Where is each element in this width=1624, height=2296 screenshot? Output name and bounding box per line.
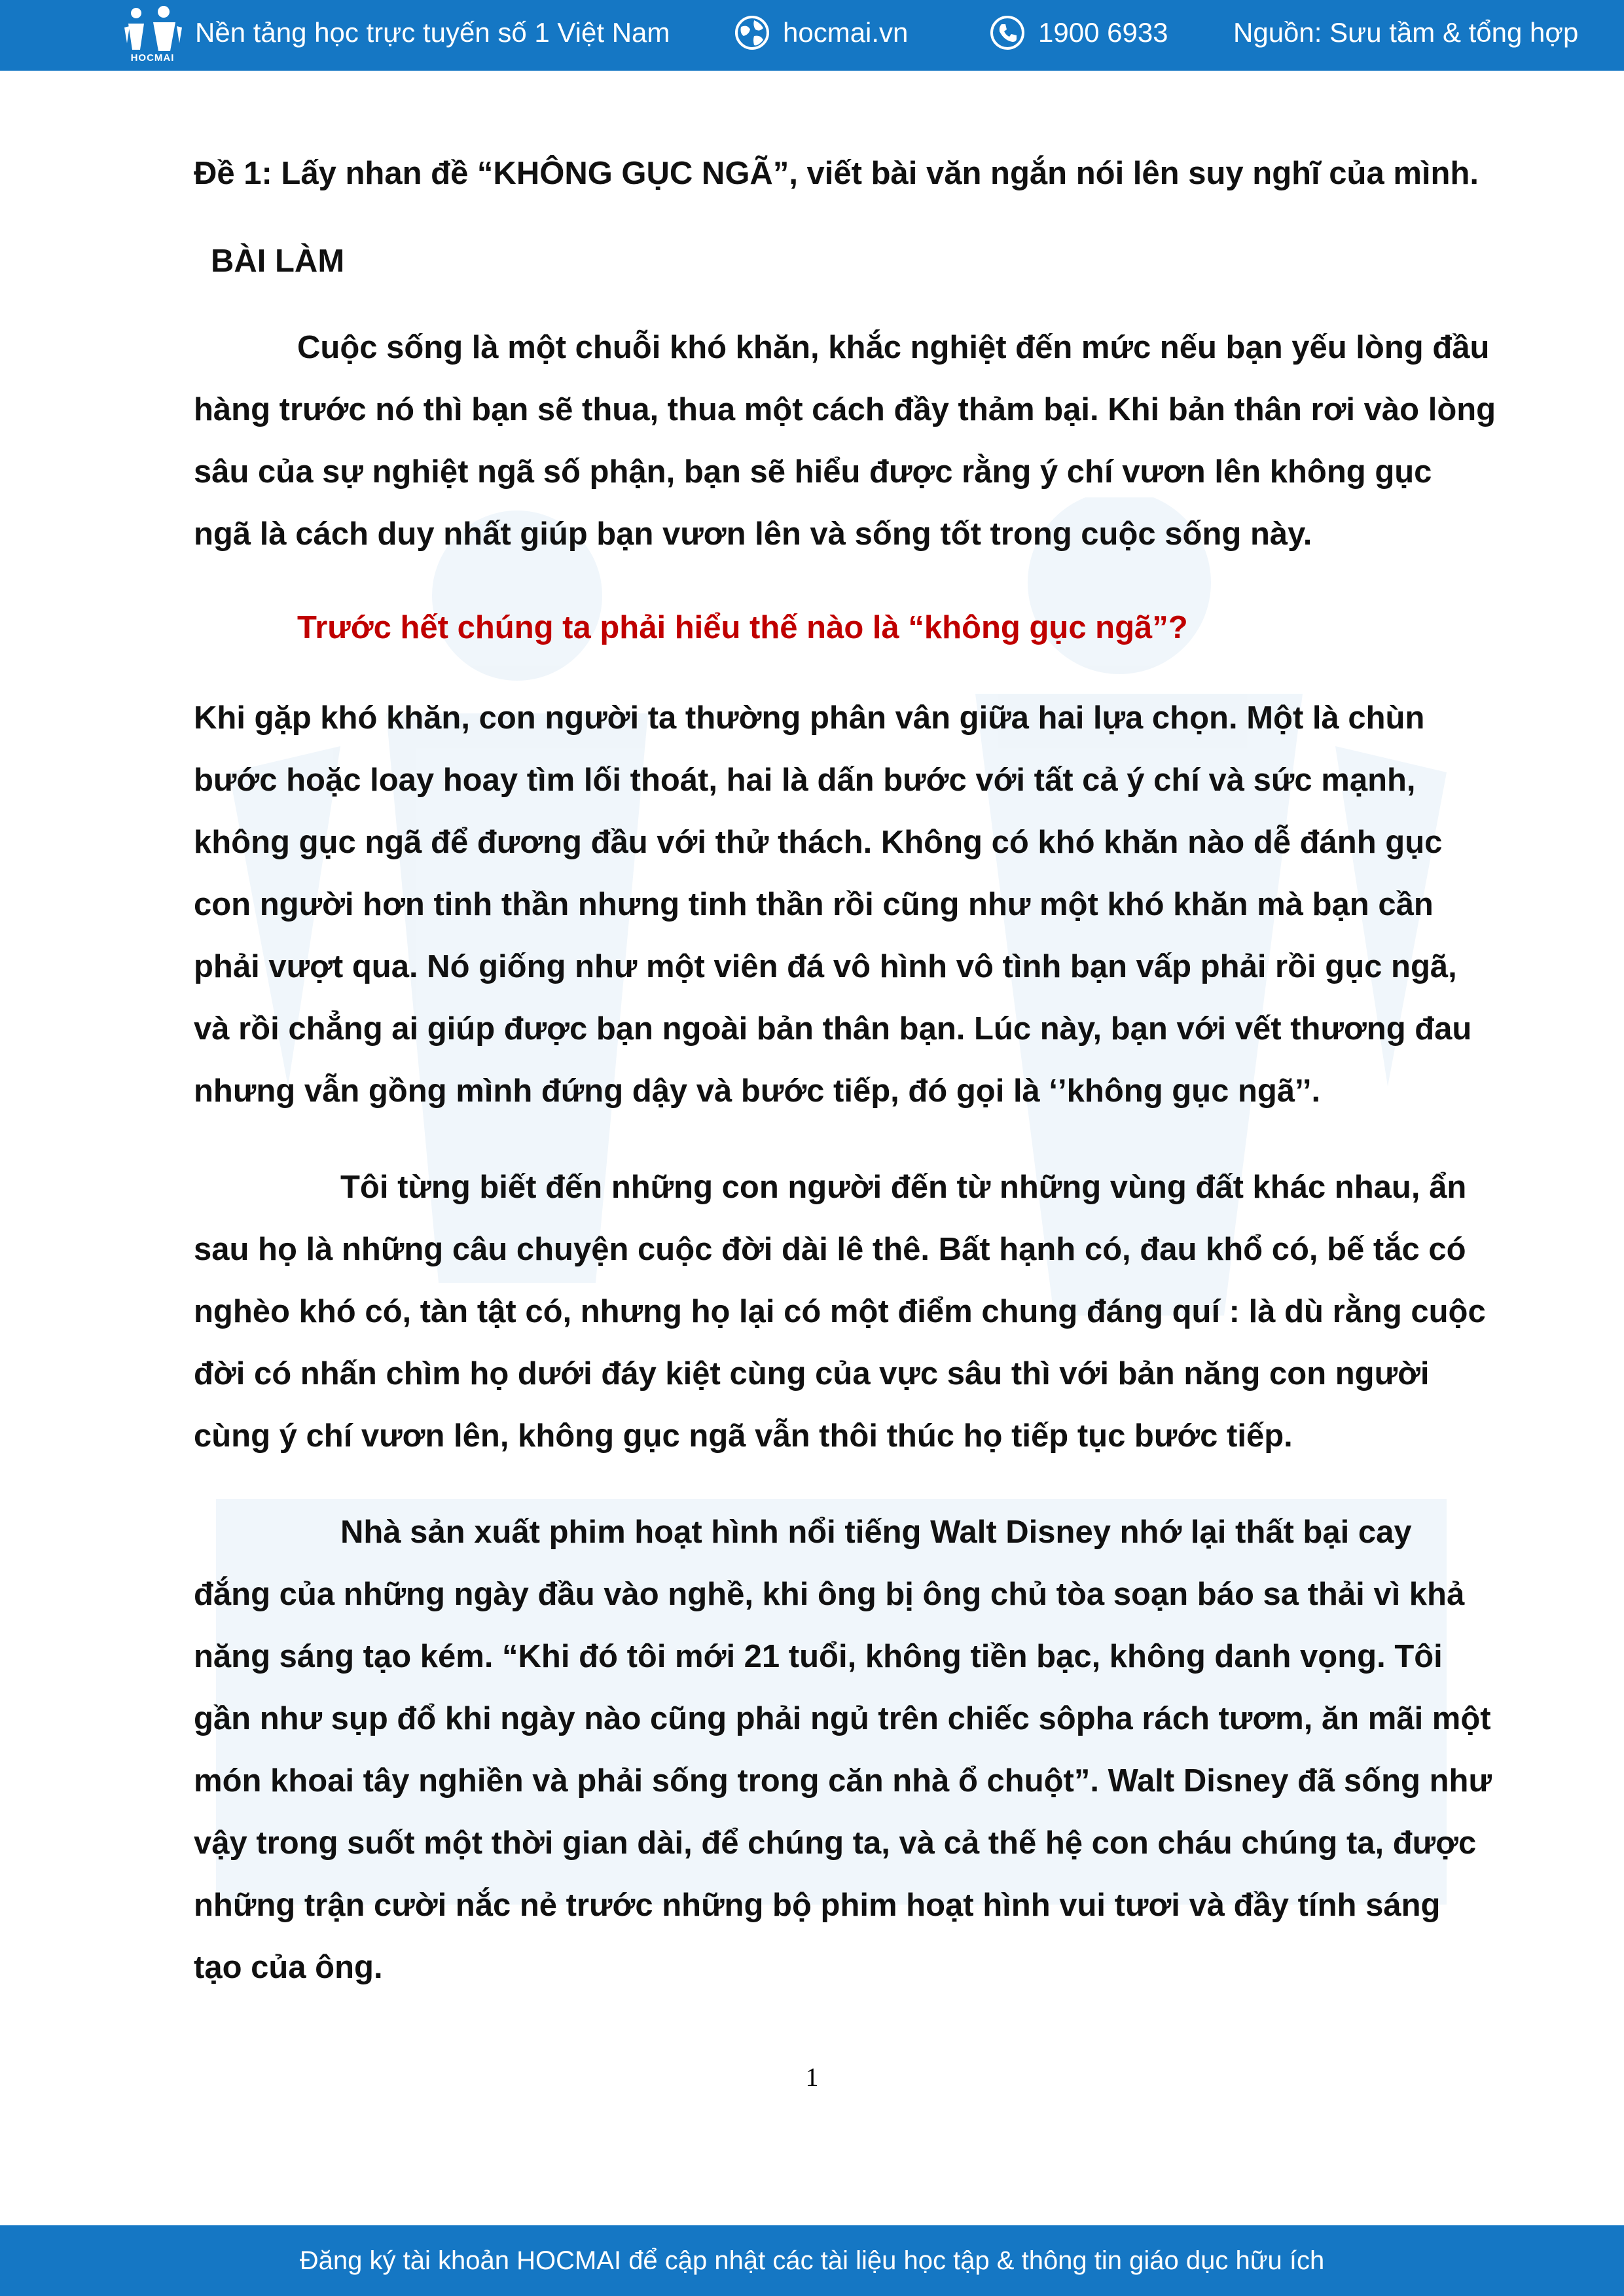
header-website[interactable] [734, 13, 908, 52]
paragraph-walt-disney: Nhà sản xuất phim hoạt hình nổi tiếng Walt Disney nhớ lại thất bại cay đắng của những ngày đầu vào nghề, khi ông bị ông chủ tòa soạn báo sa thải vì khả năng sáng tạo kém. “Khi đó tôi mới 21 tuổi, không tiền bạc, không danh vọng. Tôi gần như sụp đổ khi ngày nào cũng phải ngủ trên chiếc sôpha rách tươm, ăn mãi một món khoai tây nghiền và phải sống trong căn nhà ổ chuột”. Walt Disney đã sống như vậy trong suốt một thời gian dài, để chúng ta, và cả thế hệ con cháu chúng ta, được những trận cười nắc nẻ trước những bộ phim hoạt hình vui tươi và đầy tính sáng tạo của ông. [194, 1515, 1492, 1985]
logo-text: HOCMAI [130, 52, 175, 63]
section-heading: BÀI LÀM [211, 243, 345, 279]
paragraph-intro: Cuộc sống là một chuỗi khó khăn, khắc nghiệt đến mức nếu bạn yếu lòng đầu hàng trước nó thì bạn sẽ thua, thua một cách đầy thảm bại. Khi bản thân rơi vào lòng sâu của sự nghiệt ngã số phận, bạn sẽ hiểu được rằng ý chí vươn lên không gục ngã là cách duy nhất giúp bạn vươn lên và sống tốt trong cuộc sống này. [194, 330, 1496, 552]
header-bar [0, 0, 1624, 71]
page-number: 1 [805, 2062, 819, 2092]
footer-bar [0, 2225, 1624, 2296]
phone-text: 1900 6933 [1038, 17, 1168, 48]
paragraph-definition: Khi gặp khó khăn, con người ta thường phân vân giữa hai lựa chọn. Một là chùn bước hoặc loay hoay tìm lối thoát, hai là dấn bước với tất cả ý chí và sức mạnh, không gục ngã để đương đầu với thử thách. Không có khó khăn nào dễ đánh gục con người hơn tinh thần nhưng tinh thần rồi cũng như một khó khăn mà bạn cần phải vượt qua. Nó giống như một viên đá vô hình vô tình bạn vấp phải rồi gục ngã, và rồi chẳng ai giúp được bạn ngoài bản thân bạn. Lúc này, bạn với vết thương đau nhưng vẫn gồng mình đứng dậy và bước tiếp, đó gọi là ‘’không gục ngã’’. [194, 700, 1472, 1109]
source-text: Nguồn: Sưu tầm & tổng hợp [1233, 17, 1579, 48]
header-phone[interactable] [990, 13, 1168, 52]
phone-icon [990, 15, 1025, 50]
paragraph-examples: Tôi từng biết đến những con người đến từ những vùng đất khác nhau, ẩn sau họ là những câu chuyện cuộc đời dài lê thê. Bất hạnh có, đau khổ có, bế tắc có nghèo khó có, tàn tật có, nhưng họ lại có một điểm chung đáng quí : là dù rằng cuộc đời có nhấn chìm họ dưới đáy kiệt cùng của vực sâu thì với bản năng con người cùng ý chí vươn lên, không gục ngã vẫn thôi thúc họ tiếp tục bước tiếp. [194, 1170, 1486, 1454]
header-source [1233, 13, 1578, 52]
footer-text: Đăng ký tài khoản HOCMAI để cập nhật các tài liệu học tập & thông tin giáo dục hữu ích [299, 2246, 1325, 2275]
assignment-title: Đề 1: Lấy nhan đề “KHÔNG GỤC NGÃ”, viết bài văn ngắn nói lên suy nghĩ của mình. [194, 156, 1479, 191]
highlight-question: Trước hết chúng ta phải hiểu thế nào là “không gục ngã”? [297, 610, 1188, 645]
globe-icon [734, 15, 770, 50]
slogan-text: Nền tảng học trực tuyến số 1 Việt Nam [195, 17, 670, 48]
header-slogan [195, 13, 670, 52]
website-text: hocmai.vn [783, 17, 909, 48]
document-body [194, 145, 1496, 2033]
